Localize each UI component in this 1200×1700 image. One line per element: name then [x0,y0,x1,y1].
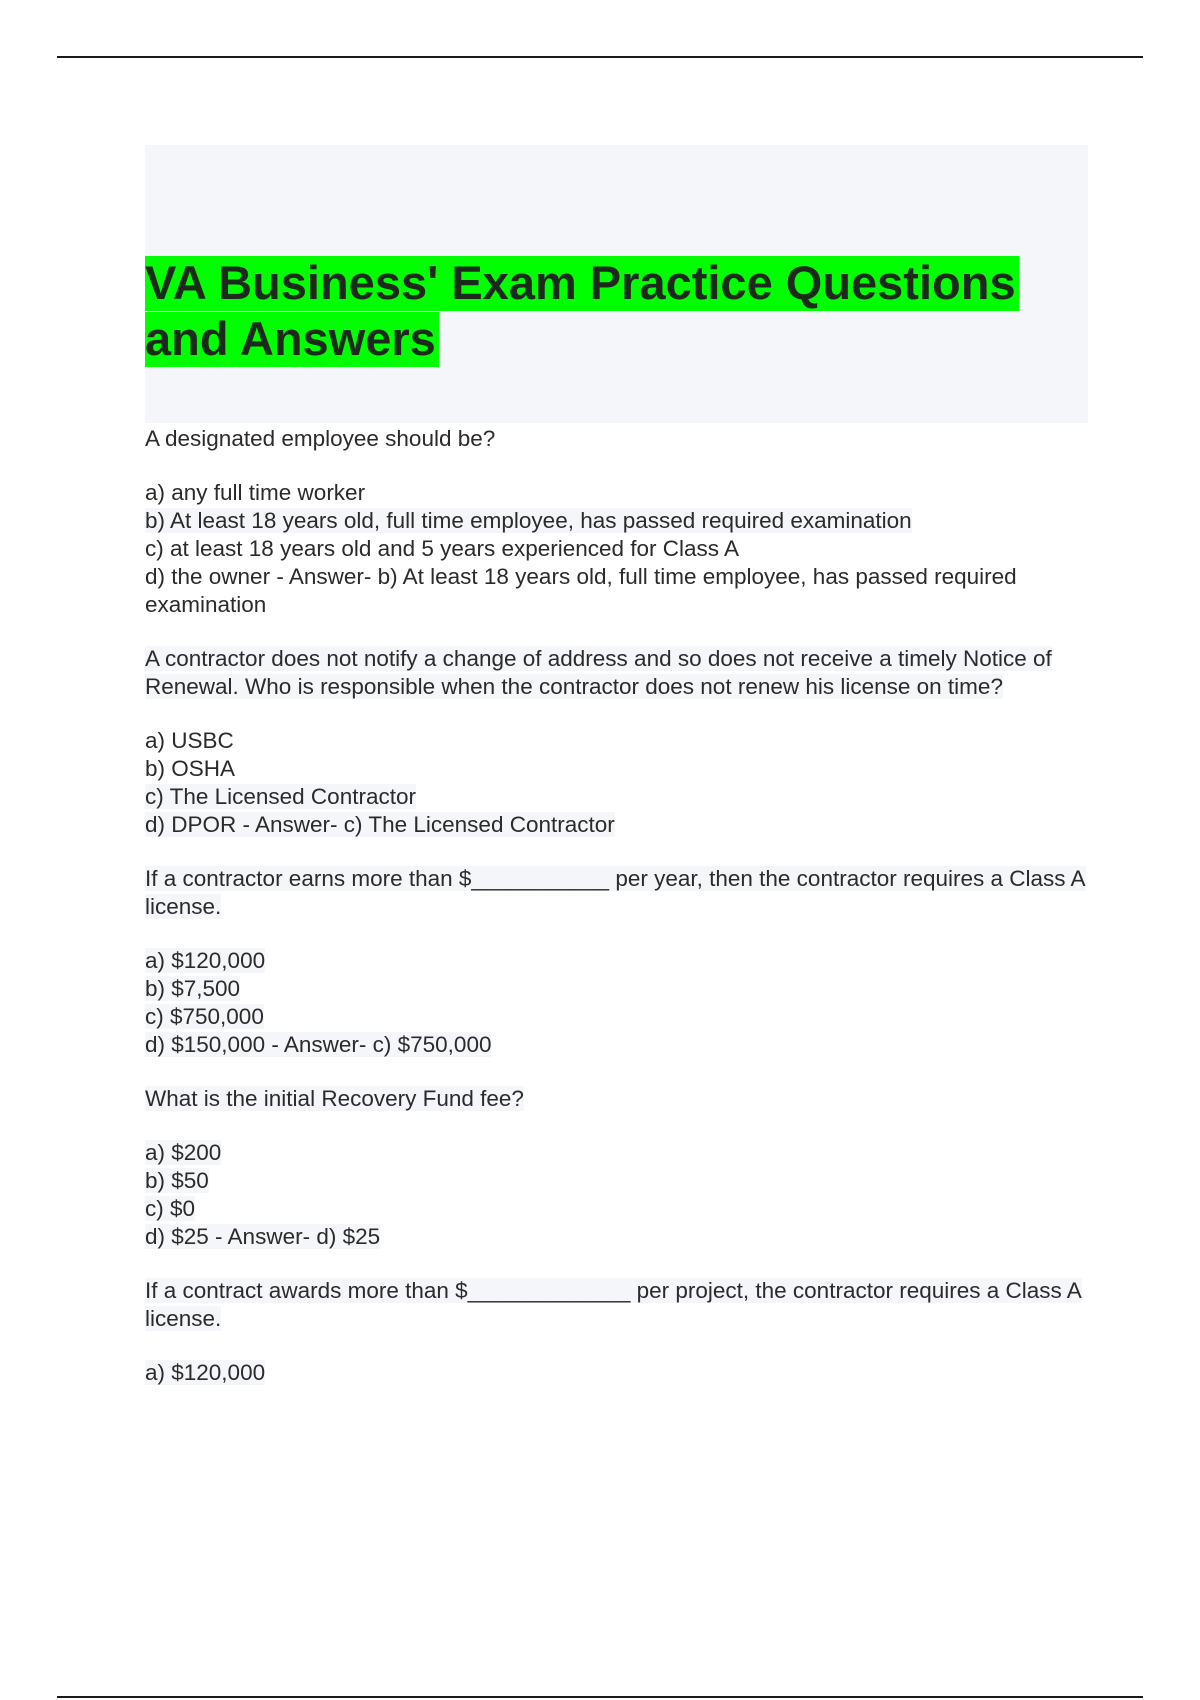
answer-option: a) $120,000 [145,948,266,973]
answer-option: b) $50 [145,1168,209,1193]
question-text: A designated employee should be? [145,426,496,451]
title-line-2: and Answers [145,312,439,367]
answer-option: a) any full time worker [145,480,366,505]
qa-item [145,425,1095,619]
answer-option: b) $7,500 [145,976,241,1001]
bottom-rule [57,1696,1143,1698]
answer-option: a) $200 [145,1140,222,1165]
answer-option: a) $120,000 [145,1360,266,1385]
document-title [145,255,1045,367]
answer-option: b) At least 18 years old, full time employee, has passed required examination [145,508,912,533]
answer-options [145,1139,1095,1251]
answer-option: d) the owner - Answer- b) At least 18 years old, full time employee, has passed required examination [145,564,1017,617]
answer-option: b) OSHA [145,756,236,781]
qa-item [145,1277,1095,1387]
qa-item [145,645,1095,839]
answer-option: c) $0 [145,1196,196,1221]
top-rule [57,56,1143,58]
answer-options [145,1359,1095,1387]
qa-item [145,1085,1095,1251]
answer-option: c) at least 18 years old and 5 years experienced for Class A [145,536,740,561]
answer-options [145,947,1095,1059]
answer-options [145,727,1095,839]
answer-option: d) DPOR - Answer- c) The Licensed Contractor [145,812,615,837]
answer-option: c) The Licensed Contractor [145,784,416,809]
question-text: If a contract awards more than $_____________ per project, the contractor requires a Class A license. [145,1278,1082,1331]
question-text: A contractor does not notify a change of address and so does not receive a timely Notice of Renewal. Who is responsible when the contractor does not renew his license on time? [145,646,1052,699]
answer-option: d) $150,000 - Answer- c) $750,000 [145,1032,492,1057]
title-line-1: VA Business' Exam Practice Questions [145,256,1019,311]
question-text: What is the initial Recovery Fund fee? [145,1086,524,1111]
qa-item [145,865,1095,1059]
qa-list [145,425,1095,1413]
answer-option: c) $750,000 [145,1004,264,1029]
question-text: If a contractor earns more than $___________ per year, then the contractor requires a Class A license. [145,866,1086,919]
answer-options [145,479,1095,619]
answer-option: a) USBC [145,728,234,753]
answer-option: d) $25 - Answer- d) $25 [145,1224,381,1249]
